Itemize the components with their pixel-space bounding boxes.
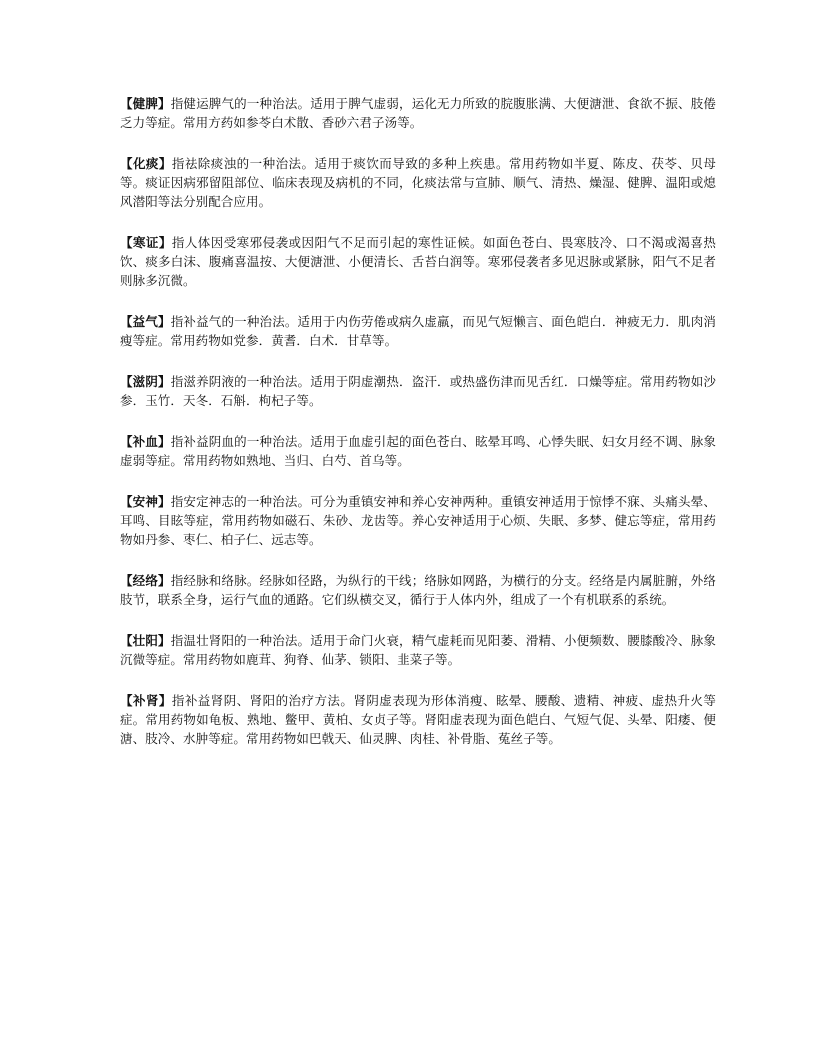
entry-buxue [120,432,716,470]
entry-hanzheng [120,233,716,290]
entry-text: 指补益气的一种治法。适用于内伤劳倦或病久虚羸，而见气短懒言、面色皑白．神疲无力．肌肉消瘦等症。常用药物如党参．黄耆．白术．甘草等。 [120,314,716,348]
entry-text: 指补益阴血的一种治法。适用于血虚引起的面色苍白、眩晕耳鸣、心悸失眠、妇女月经不调、脉象虚弱等症。常用药物如熟地、当归、白芍、首乌等。 [120,434,716,468]
entry-term: 【益气】 [120,314,171,329]
entry-yiqi [120,312,716,350]
entry-term: 【壮阳】 [120,633,171,648]
entry-zhuangyang [120,631,716,669]
entry-text: 指补益肾阴、肾阳的治疗方法。肾阴虚表现为形体消瘦、眩晕、腰酸、遗精、神疲、虚热升火等症。常用药物如龟板、熟地、鳖甲、黄柏、女贞子等。肾阳虚表现为面色皑白、气短气促、头晕、阳痿、便溏、肢冷、水肿等症。常用药物如巴戟天、仙灵脾、肉桂、补骨脂、菟丝子等。 [120,693,716,746]
entry-ziyin [120,372,716,410]
entry-bushen [120,691,716,748]
entry-text: 指滋养阴液的一种治法。适用于阴虚潮热．盗汗．或热盛伤津而见舌红．口燥等症。常用药物如沙参．玉竹．天冬．石斛．枸杞子等。 [120,374,716,408]
entry-anshen [120,492,716,549]
entry-term: 【寒证】 [120,235,172,250]
entry-term: 【化痰】 [120,156,172,171]
entry-huatan [120,154,716,211]
entry-text: 指安定神志的一种治法。可分为重镇安神和养心安神两种。重镇安神适用于惊悸不寐、头痛头晕、耳鸣、目眩等症，常用药物如磁石、朱砂、龙齿等。养心安神适用于心烦、失眠、多梦、健忘等症，常用药物如丹参、枣仁、柏子仁、远志等。 [120,494,716,547]
entry-text: 指祛除痰浊的一种治法。适用于痰饮而导致的多种上疾患。常用药物如半夏、陈皮、茯苓、贝母等。痰证因病邪留阻部位、临床表现及病机的不同，化痰法常与宣肺、顺气、清热、燥湿、健脾、温阳或熄风潜阳等法分别配合应用。 [120,156,716,209]
entry-text: 指温壮肾阳的一种治法。适用于命门火衰，精气虚耗而见阳萎、滑精、小便频数、腰膝酸冷、脉象沉微等症。常用药物如鹿茸、狗脊、仙茅、锁阳、韭菜子等。 [120,633,716,667]
entry-text: 指健运脾气的一种治法。适用于脾气虚弱，运化无力所致的脘腹胀满、大便溏泄、食欲不振、肢倦乏力等症。常用方药如参苓白术散、香砂六君子汤等。 [120,96,716,130]
entry-term: 【健脾】 [120,96,171,111]
entry-term: 【补血】 [120,434,171,449]
entry-text: 指经脉和络脉。经脉如径路，为纵行的干线；络脉如网路，为横行的分支。经络是内属脏腑，外络肢节，联系全身，运行气血的通路。它们纵横交叉，循行于人体内外，组成了一个有机联系的系统。 [120,573,716,607]
entry-text: 指人体因受寒邪侵袭或因阳气不足而引起的寒性证候。如面色苍白、畏寒肢冷、口不渴或渴喜热饮、痰多白沫、腹痛喜温按、大便溏泄、小便清长、舌苔白润等。寒邪侵袭者多见迟脉或紧脉，阳气不足者则脉多沉微。 [120,235,716,288]
entry-jingluo [120,571,716,609]
entry-term: 【滋阴】 [120,374,171,389]
entry-term: 【安神】 [120,494,171,509]
entry-jianpi [120,94,716,132]
entry-term: 【补肾】 [120,693,172,708]
entry-term: 【经络】 [120,573,171,588]
